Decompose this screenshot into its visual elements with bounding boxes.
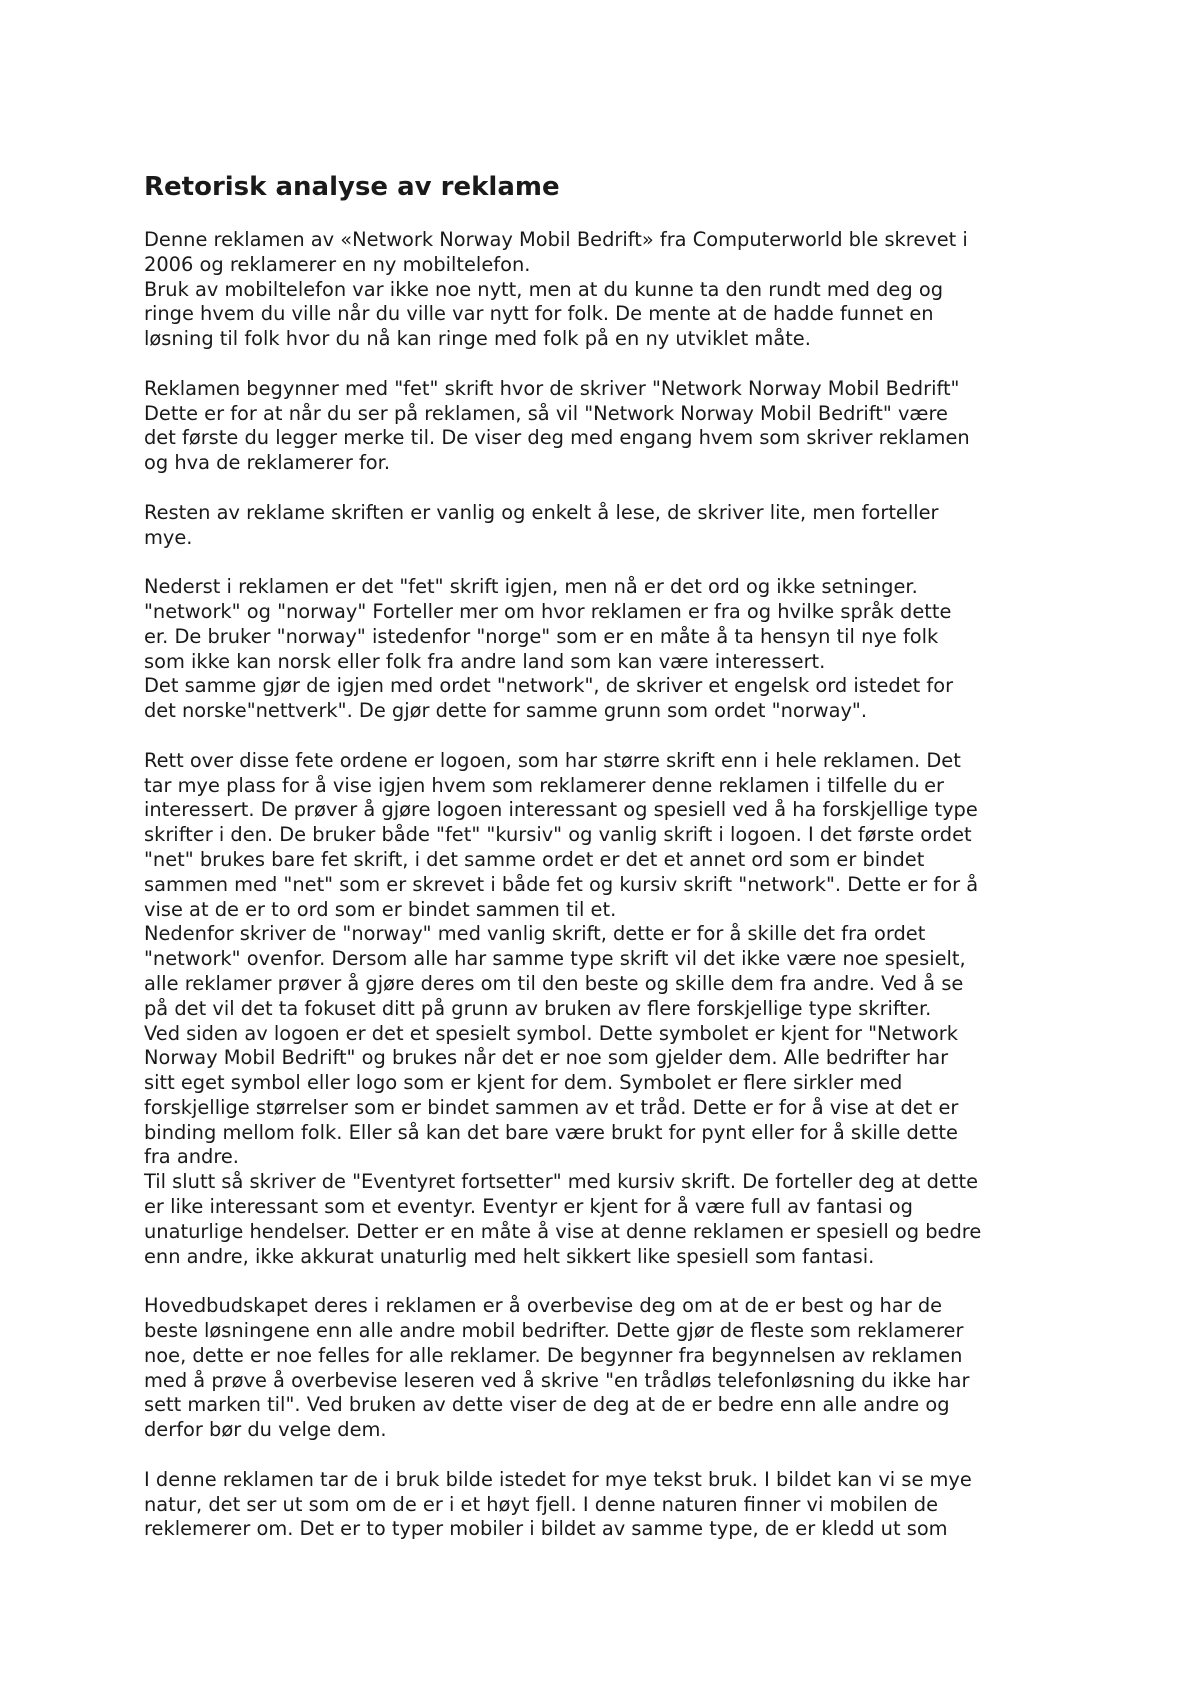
paragraph-line: 2006 og reklamerer en ny mobiltelefon.	[144, 252, 531, 276]
paragraph-line: som ikke kan norsk eller folk fra andre land som kan være interessert.	[144, 649, 826, 673]
paragraph-line: er like interessant som et eventyr. Eventyr er kjent for å være full av fantasi og	[144, 1195, 913, 1219]
paragraph-line: interessert. De prøver å gjøre logoen interessant og spesiell ved å ha forskjellige type	[144, 798, 978, 822]
paragraph-line: I denne reklamen tar de i bruk bilde istedet for mye tekst bruk. I bildet kan vi se mye	[144, 1467, 972, 1491]
paragraph-line: Denne reklamen av «Network Norway Mobil Bedrift» fra Computerworld ble skrevet i	[144, 228, 968, 251]
paragraph-line: mye.	[144, 525, 193, 549]
paragraph-line: Rett over disse fete ordene er logoen, som har større skrift enn i hele reklamen. Det	[144, 748, 961, 772]
paragraph-line: Nederst i reklamen er det "fet" skrift igjen, men nå er det ord og ikke setninger.	[144, 575, 918, 599]
document-title: Retorisk analyse av reklame	[144, 172, 560, 202]
paragraph-line: med å prøve å overbevise leseren ved å skrive "en trådløs telefonløsning du ikke har	[144, 1368, 970, 1392]
paragraph-line: fra andre.	[144, 1145, 239, 1169]
paragraph-line: binding mellom folk. Eller så kan det bare være brukt for pynt eller for å skille dette	[144, 1120, 958, 1144]
document-body	[144, 228, 1064, 1542]
paragraph-line: Resten av reklame skriften er vanlig og enkelt å lese, de skriver lite, men forteller	[144, 500, 939, 524]
paragraph-line: alle reklamer prøver å gjøre deres om til den beste og skille dem fra andre. Ved å se	[144, 971, 964, 995]
paragraph-line: beste løsningene enn alle andre mobil bedrifter. Dette gjør de fleste som reklamerer	[144, 1319, 964, 1343]
paragraph-line: og hva de reklamerer for.	[144, 451, 390, 475]
body-paragraph	[144, 228, 1064, 352]
paragraph-line: "network" og "norway" Forteller mer om hvor reklamen er fra og hvilke språk dette	[144, 599, 952, 623]
paragraph-line: Hovedbudskapet deres i reklamen er å overbevise deg om at de er best og har de	[144, 1294, 943, 1318]
paragraph-line: Norway Mobil Bedrift" og brukes når det er noe som gjelder dem. Alle bedrifter har	[144, 1046, 949, 1070]
paragraph-line: reklemerer om. Det er to typer mobiler i bildet av samme type, de er kledd ut som	[144, 1517, 948, 1541]
paragraph-line: løsning til folk hvor du nå kan ringe med folk på en ny utviklet måte.	[144, 327, 811, 351]
paragraph-line: det norske"nettverk". De gjør dette for samme grunn som ordet "norway".	[144, 699, 868, 723]
body-paragraph	[144, 575, 1064, 724]
paragraph-line: natur, det ser ut som om de er i et høyt fjell. I denne naturen finner vi mobilen de	[144, 1492, 939, 1516]
body-paragraph	[144, 377, 1064, 476]
paragraph-line: på det vil det ta fokuset ditt på grunn av bruken av flere forskjellige type skrifter.	[144, 996, 932, 1020]
paragraph-line: Til slutt så skriver de "Eventyret fortsetter" med kursiv skrift. De forteller deg at dette	[144, 1170, 979, 1194]
body-paragraph	[144, 749, 1064, 1270]
body-paragraph	[144, 501, 1064, 551]
paragraph-line: vise at de er to ord som er bindet sammen til et.	[144, 897, 617, 921]
paragraph-line: sett marken til". Ved bruken av dette viser de deg at de er bedre enn alle andre og	[144, 1393, 950, 1417]
paragraph-line: "net" brukes bare fet skrift, i det samme ordet er det et annet ord som er bindet	[144, 847, 925, 871]
paragraph-line: forskjellige størrelser som er bindet sammen av et tråd. Dette er for å vise at det er	[144, 1095, 959, 1119]
paragraph-line: Dette er for at når du ser på reklamen, så vil "Network Norway Mobil Bedrift" være	[144, 401, 948, 425]
paragraph-line: derfor bør du velge dem.	[144, 1418, 387, 1442]
paragraph-line: Bruk av mobiltelefon var ikke noe nytt, men at du kunne ta den rundt med deg og	[144, 277, 944, 301]
paragraph-line: Nedenfor skriver de "norway" med vanlig skrift, dette er for å skille det fra ordet	[144, 922, 926, 946]
paragraph-line: ringe hvem du ville når du ville var nytt for folk. De mente at de hadde funnet en	[144, 302, 934, 326]
paragraph-line: Reklamen begynner med "fet" skrift hvor de skriver "Network Norway Mobil Bedrift"	[144, 376, 960, 400]
paragraph-line: Ved siden av logoen er det et spesielt symbol. Dette symbolet er kjent for "Network	[144, 1021, 958, 1045]
paragraph-line: tar mye plass for å vise igjen hvem som reklamerer denne reklamen i tilfelle du er	[144, 773, 944, 797]
paragraph-line: Det samme gjør de igjen med ordet "network", de skriver et engelsk ord istedet for	[144, 674, 954, 698]
paragraph-line: det første du legger merke til. De viser deg med engang hvem som skriver reklamen	[144, 426, 970, 450]
paragraph-line: skrifter i den. De bruker både "fet" "kursiv" og vanlig skrift i logoen. I det første ordet	[144, 823, 972, 847]
paragraph-line: er. De bruker "norway" istedenfor "norge" som er en måte å ta hensyn til nye folk	[144, 624, 939, 648]
paragraph-line: unaturlige hendelser. Detter er en måte å vise at denne reklamen er spesiell og bedre	[144, 1219, 982, 1243]
body-paragraph	[144, 1294, 1064, 1443]
paragraph-line: "network" ovenfor. Dersom alle har samme type skrift vil det ikke være noe spesielt,	[144, 947, 966, 971]
body-paragraph	[144, 1468, 1064, 1542]
paragraph-line: sitt eget symbol eller logo som er kjent for dem. Symbolet er flere sirkler med	[144, 1071, 903, 1095]
paragraph-line: noe, dette er noe felles for alle reklamer. De begynner fra begynnelsen av reklamen	[144, 1343, 963, 1367]
paragraph-line: enn andre, ikke akkurat unaturlig med helt sikkert like spesiell som fantasi.	[144, 1244, 875, 1268]
paragraph-line: sammen med "net" som er skrevet i både fet og kursiv skrift "network". Dette er for å	[144, 872, 979, 896]
document-page	[144, 170, 1064, 1567]
